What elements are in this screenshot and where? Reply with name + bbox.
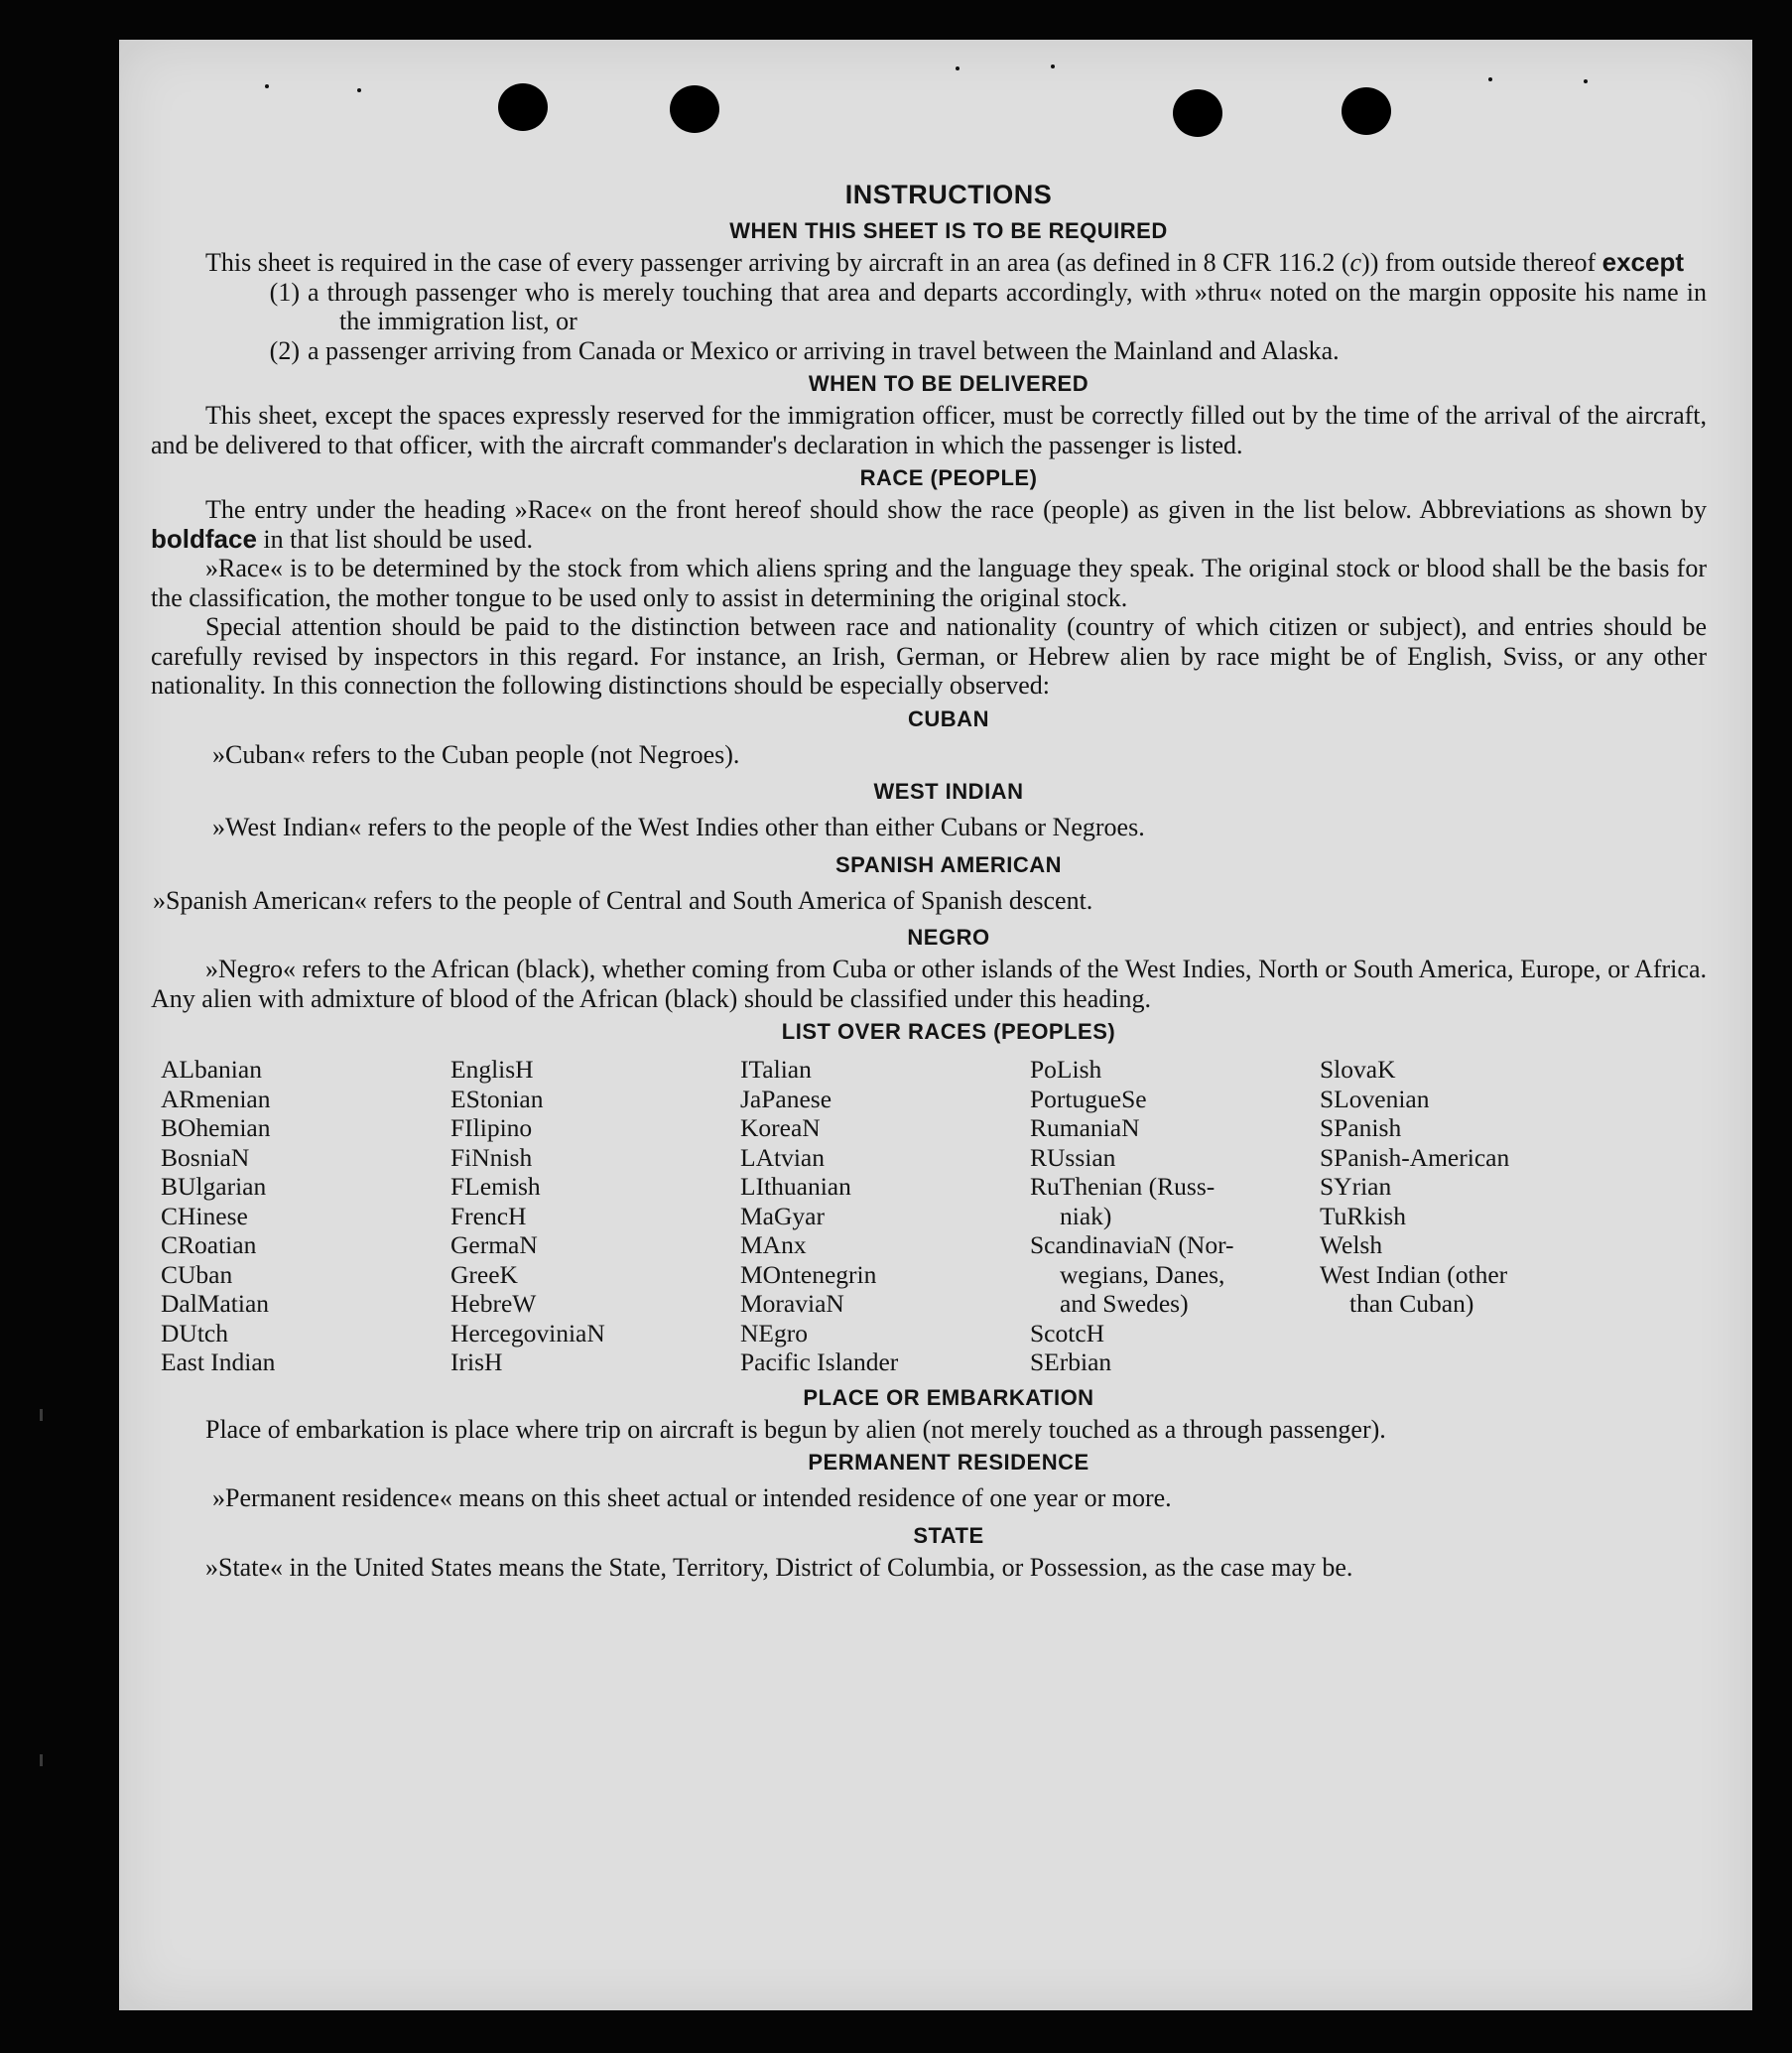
race-paragraph-2: »Race« is to be determined by the stock from which aliens spring and the language they speak. The original stock or blood shall be the basis for the classification, the mother tongue to be used only to assist in determining the original stock. bbox=[151, 554, 1707, 612]
race-entry-continuation: and Swedes) bbox=[1060, 1289, 1189, 1318]
punch-hole bbox=[1173, 89, 1222, 137]
race-entry: West Indian (other bbox=[1320, 1259, 1508, 1289]
heading-race-list: LIST OVER RACES (PEOPLES) bbox=[781, 1019, 1116, 1044]
speck bbox=[956, 66, 960, 70]
race-entry: SErbian bbox=[1030, 1347, 1112, 1376]
race-list-column bbox=[1320, 1055, 1617, 1377]
speck bbox=[265, 84, 269, 88]
speck bbox=[1584, 79, 1588, 83]
race-entry: EStonian bbox=[450, 1084, 544, 1113]
race-entry: TuRkish bbox=[1320, 1201, 1406, 1230]
race-p1-bold: boldface bbox=[151, 523, 257, 554]
race-entry: DUtch bbox=[161, 1318, 228, 1347]
punch-hole bbox=[670, 85, 719, 133]
heading-spanish-american: SPANISH AMERICAN bbox=[834, 851, 1062, 877]
heading-race: RACE (PEOPLE) bbox=[859, 465, 1038, 490]
heading-required: WHEN THIS SHEET IS TO BE REQUIRED bbox=[729, 218, 1168, 243]
spanish-american-text: »Spanish American« refers to the people of Central and South America of Spanish descent. bbox=[153, 885, 1093, 915]
speck bbox=[1488, 77, 1492, 81]
race-entry: ARmenian bbox=[161, 1084, 271, 1113]
race-entry: EnglisH bbox=[450, 1055, 534, 1084]
race-entry: BUlgarian bbox=[161, 1172, 267, 1201]
race-entry: GreeK bbox=[450, 1259, 518, 1289]
heading-cuban: CUBAN bbox=[908, 706, 989, 731]
exception-item-number: (2) bbox=[269, 335, 300, 365]
required-intro-except: except bbox=[1601, 247, 1685, 277]
race-paragraph-3: Special attention should be paid to the distinction between race and nationality (country of which citizen or subject), and entries should be carefully revised by inspectors in this regard. For instance, an Irish, German, or Hebrew alien by race might be of English, Sviss, or any other nationality. In this connection the following distinctions should be especially observed: bbox=[151, 612, 1707, 700]
speck bbox=[357, 88, 361, 92]
race-entry: SYrian bbox=[1320, 1172, 1392, 1201]
race-entry: LAtvian bbox=[740, 1142, 825, 1172]
race-entry: ALbanian bbox=[161, 1055, 262, 1084]
race-entry: CRoatian bbox=[161, 1230, 257, 1259]
edge-mark bbox=[40, 1754, 43, 1766]
race-entry: JaPanese bbox=[740, 1084, 832, 1113]
punch-hole bbox=[498, 83, 548, 131]
race-entry: HercegoviniaN bbox=[450, 1318, 605, 1347]
exception-item-text: a through passenger who is merely touching that area and departs accordingly, with »thru« noted on the margin opposite his name in the immigration list, or bbox=[308, 277, 1707, 335]
race-entry: KoreaN bbox=[740, 1113, 821, 1142]
race-p1-a: The entry under the heading »Race« on the front hereof should show the race (people) as given in the list below. Abbreviations as shown by bbox=[205, 495, 1707, 524]
race-entry-continuation: wegians, Danes, bbox=[1060, 1259, 1225, 1289]
race-entry: SPanish bbox=[1320, 1113, 1402, 1142]
race-entry: FiNnish bbox=[450, 1142, 533, 1172]
cuban-text: »Cuban« refers to the Cuban people (not Negroes). bbox=[212, 739, 740, 769]
race-list-column bbox=[161, 1055, 450, 1377]
race-entry: East Indian bbox=[161, 1347, 276, 1376]
exception-item-number: (1) bbox=[269, 277, 300, 307]
heading-delivered: WHEN TO BE DELIVERED bbox=[808, 371, 1089, 396]
race-entry: SLovenian bbox=[1320, 1084, 1430, 1113]
race-entry: FIlipino bbox=[450, 1113, 533, 1142]
race-entry: RUssian bbox=[1030, 1142, 1116, 1172]
required-intro-c: c bbox=[1349, 248, 1362, 277]
race-entry: HebreW bbox=[450, 1289, 537, 1318]
race-entry: MOntenegrin bbox=[740, 1259, 877, 1289]
document-sheet bbox=[119, 40, 1752, 2010]
race-entry: MaGyar bbox=[740, 1201, 825, 1230]
race-entry-continuation: than Cuban) bbox=[1349, 1289, 1474, 1318]
race-entry: PortugueSe bbox=[1030, 1084, 1147, 1113]
race-entry-continuation: niak) bbox=[1060, 1201, 1112, 1230]
race-entry: ScandinaviaN (Nor- bbox=[1030, 1230, 1234, 1259]
embarkation-text: Place of embarkation is place where trip on aircraft is begun by alien (not merely touched as a through passenger). bbox=[205, 1414, 1386, 1444]
race-list-column bbox=[740, 1055, 1030, 1377]
race-p1-b: in that list should be used. bbox=[256, 524, 533, 554]
heading-state: STATE bbox=[913, 1522, 984, 1548]
race-entry: MoraviaN bbox=[740, 1289, 844, 1318]
heading-embarkation: PLACE OR EMBARKATION bbox=[803, 1384, 1094, 1410]
race-entry: GermaN bbox=[450, 1230, 538, 1259]
exception-item bbox=[151, 336, 1707, 366]
page-title: INSTRUCTIONS bbox=[844, 180, 1053, 209]
race-entry: MAnx bbox=[740, 1230, 807, 1259]
punch-hole bbox=[1342, 87, 1391, 135]
race-entry: SPanish-American bbox=[1320, 1142, 1510, 1172]
race-entry: IrisH bbox=[450, 1347, 503, 1376]
delivered-text: This sheet, except the spaces expressly reserved for the immigration officer, must be correctly filled out by the time of the arrival of the aircraft, and be delivered to that officer, with the aircraft commander's declaration in which the passenger is listed. bbox=[151, 401, 1707, 459]
race-entry: RuThenian (Russ- bbox=[1030, 1172, 1216, 1201]
race-entry: FLemish bbox=[450, 1172, 541, 1201]
race-list-column bbox=[450, 1055, 740, 1377]
heading-residence: PERMANENT RESIDENCE bbox=[808, 1450, 1089, 1475]
west-indian-text: »West Indian« refers to the people of the West Indies other than either Cubans or Negroes. bbox=[212, 813, 1145, 841]
state-text: »State« in the United States means the State, Territory, District of Columbia, or Possession, as the case may be. bbox=[205, 1552, 1353, 1582]
race-entry: PoLish bbox=[1030, 1055, 1102, 1084]
race-entry: ITalian bbox=[740, 1055, 812, 1084]
race-entry: RumaniaN bbox=[1030, 1113, 1140, 1142]
race-entry: FrencH bbox=[450, 1201, 527, 1230]
race-list-column bbox=[1030, 1055, 1320, 1377]
required-intro-a: This sheet is required in the case of every passenger arriving by aircraft in an area (as defined in 8 CFR 116.2 ( bbox=[205, 248, 1350, 277]
race-entry: LIthuanian bbox=[740, 1172, 851, 1201]
race-entry: BOhemian bbox=[161, 1113, 271, 1142]
residence-text: »Permanent residence« means on this sheet actual or intended residence of one year or more. bbox=[212, 1483, 1172, 1512]
heading-negro: NEGRO bbox=[907, 925, 990, 950]
race-entry: DalMatian bbox=[161, 1289, 270, 1318]
race-entry: CHinese bbox=[161, 1201, 248, 1230]
instructions-content bbox=[151, 177, 1707, 1582]
exception-item bbox=[151, 278, 1707, 336]
exception-item-text: a passenger arriving from Canada or Mexico or arriving in travel between the Mainland and Alaska. bbox=[308, 335, 1340, 365]
race-entry: BosniaN bbox=[161, 1142, 250, 1172]
edge-mark bbox=[40, 1409, 43, 1421]
race-entry: CUban bbox=[161, 1259, 233, 1289]
race-entry: Welsh bbox=[1320, 1230, 1383, 1259]
race-entry: Pacific Islander bbox=[740, 1347, 899, 1376]
speck bbox=[1051, 64, 1055, 68]
race-entry: NEgro bbox=[740, 1318, 808, 1347]
negro-text: »Negro« refers to the African (black), whether coming from Cuba or other islands of the West Indies, North or South America, Europe, or Africa. Any alien with admixture of blood of the African (black) should be classified under this heading. bbox=[151, 955, 1707, 1013]
race-paragraph-1 bbox=[151, 495, 1707, 554]
required-intro-b: )) from outside thereof bbox=[1361, 248, 1602, 277]
required-intro bbox=[151, 248, 1707, 278]
race-entry: ScotcH bbox=[1030, 1318, 1105, 1347]
heading-west-indian: WEST INDIAN bbox=[873, 779, 1024, 804]
race-entry: SlovaK bbox=[1320, 1055, 1396, 1084]
race-list bbox=[161, 1055, 1707, 1377]
